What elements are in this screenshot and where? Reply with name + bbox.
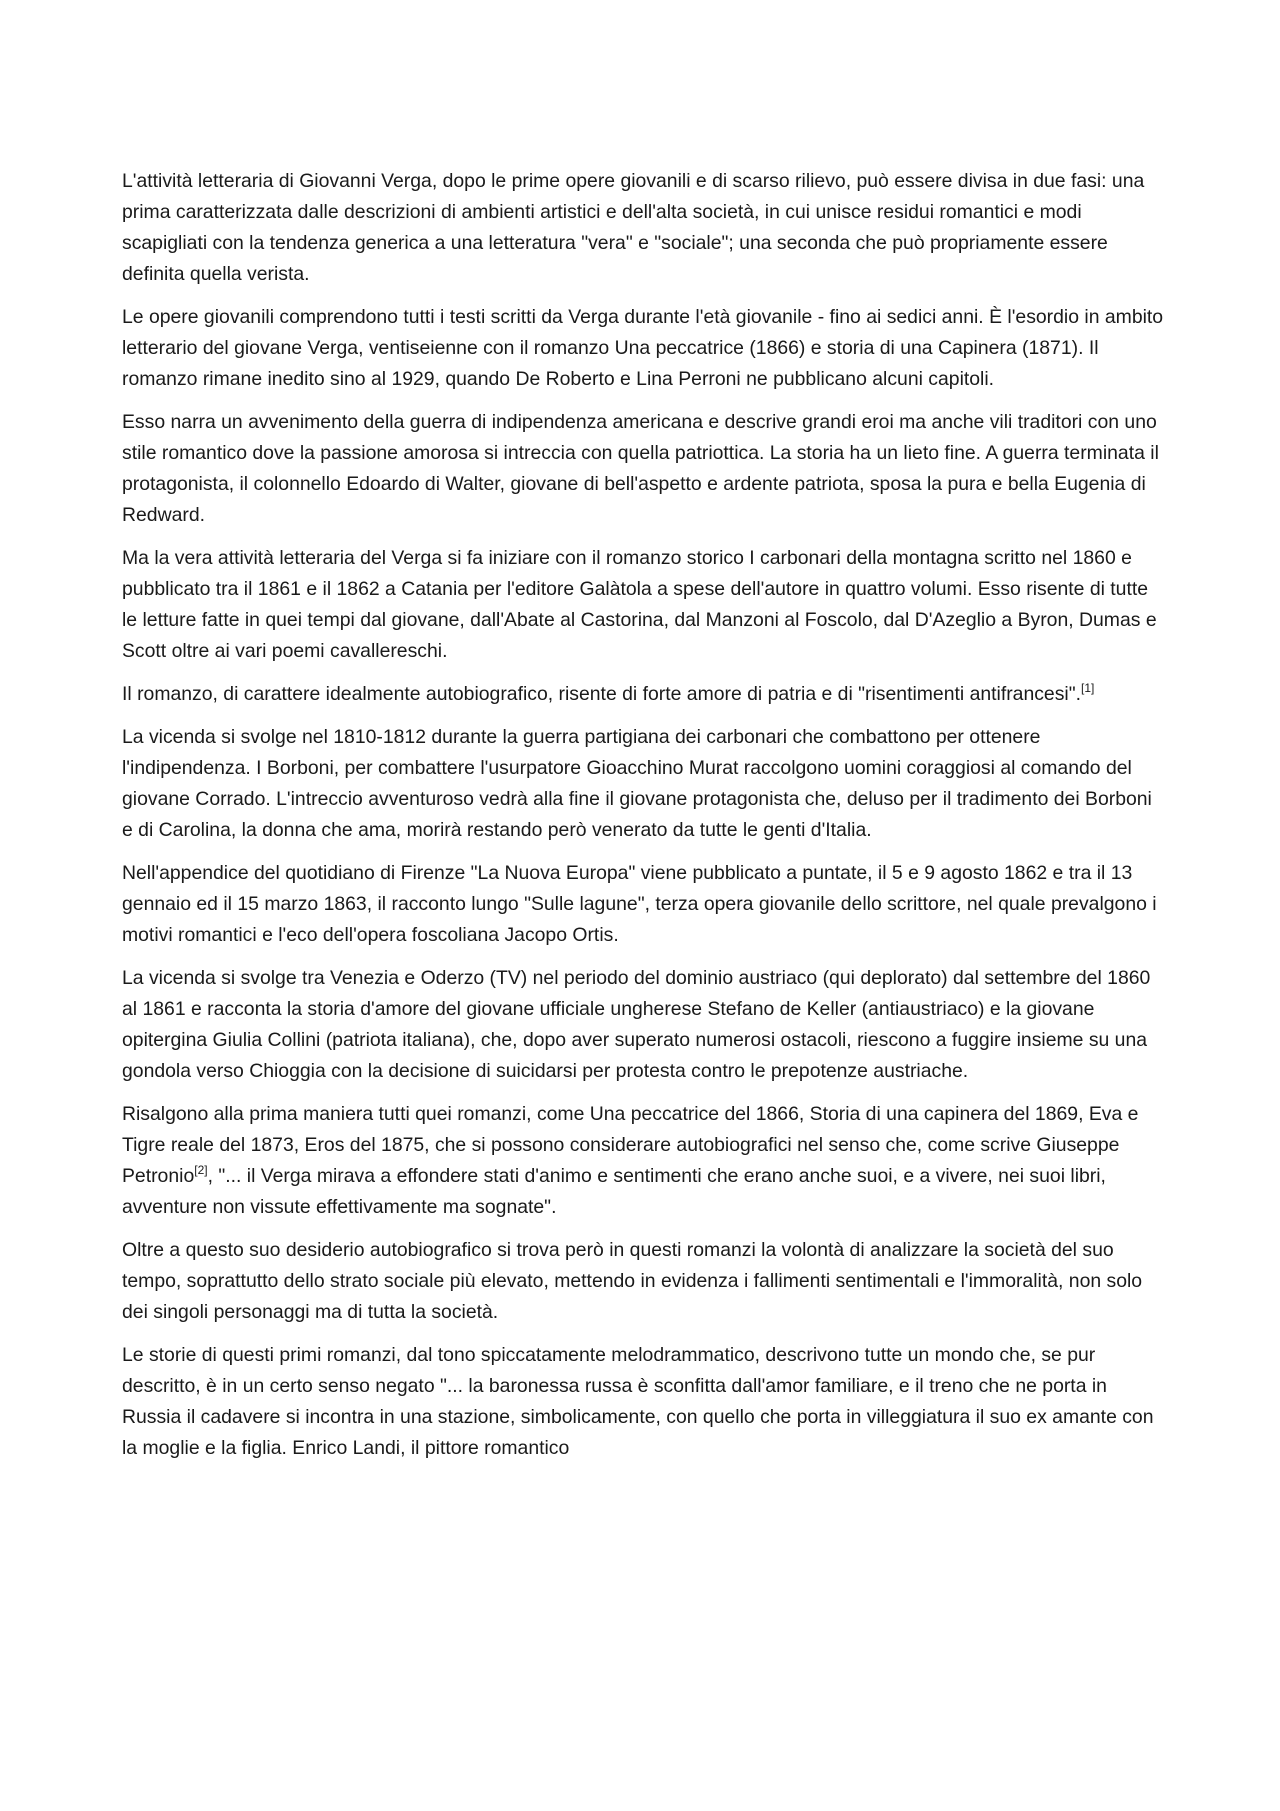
- paragraph-9: [122, 1099, 1166, 1223]
- paragraph-3: Esso narra un avvenimento della guerra di indipendenza americana e descrive grandi eroi ma anche vili traditori con uno stile romantico dove la passione amorosa si intreccia con quella patriottica. La storia ha un lieto fine. A guerra terminata il protagonista, il colonnello Edoardo di Walter, giovane di bell'aspetto e ardente patriota, sposa la pura e bella Eugenia di Redward.: [122, 411, 1159, 526]
- paragraph-5-text: Il romanzo, di carattere idealmente autobiografico, risente di forte amore di patria e di "risentimenti antifrancesi".: [122, 683, 1081, 705]
- paragraph-10: Oltre a questo suo desiderio autobiografico si trova però in questi romanzi la volontà di analizzare la società del suo tempo, soprattutto dello strato sociale più elevato, mettendo in evidenza i fallimenti sentimentali e l'immoralità, non solo dei singoli personaggi ma di tutta la società.: [122, 1239, 1143, 1323]
- paragraph-1: L'attività letteraria di Giovanni Verga, dopo le prime opere giovanili e di scarso rilievo, può essere divisa in due fasi: una prima caratterizzata dalle descrizioni di ambienti artistici e dell'alta società, in cui unisce residui romantici e modi scapigliati con la tendenza generica a una letteratura "vera" e "sociale"; una seconda che può propriamente essere definita quella verista.: [122, 170, 1145, 285]
- paragraph-7: Nell'appendice del quotidiano di Firenze "La Nuova Europa" viene pubblicato a puntate, il 5 e 9 agosto 1862 e tra il 13 gennaio ed il 15 marzo 1863, il racconto lungo "Sulle lagune", terza opera giovanile dello scrittore, nel quale prevalgono i motivi romantici e l'eco dell'opera foscoliana Jacopo Ortis.: [122, 862, 1157, 946]
- paragraph-9-text-after: , "... il Verga mirava a effondere stati d'animo e sentimenti che erano anche suoi, e a vivere, nei suoi libri, avventure non vissute effettivamente ma sognate".: [122, 1165, 1106, 1218]
- paragraph-9-text-before: Risalgono alla prima maniera tutti quei romanzi, come Una peccatrice del 1866, Storia di una capinera del 1869, Eva e Tigre reale del 1873, Eros del 1875, che si possono considerare autobiografici nel senso che, come scrive Giuseppe Petronio: [122, 1103, 1139, 1187]
- paragraph-8: La vicenda si svolge tra Venezia e Oderzo (TV) nel periodo del dominio austriaco (qui deplorato) dal settembre del 1860 al 1861 e racconta la storia d'amore del giovane ufficiale ungherese Stefano de Keller (antiaustriaco) e la giovane opitergina Giulia Collini (patriota italiana), che, dopo aver superato numerosi ostacoli, riescono a fuggire insieme su una gondola verso Chioggia con la decisione di suicidarsi per protesta contro le prepotenze austriache.: [122, 967, 1151, 1082]
- paragraph-4: Ma la vera attività letteraria del Verga si fa iniziare con il romanzo storico I carbonari della montagna scritto nel 1860 e pubblicato tra il 1861 e il 1862 a Catania per l'editore Galàtola a spese dell'autore in quattro volumi. Esso risente di tutte le letture fatte in quei tempi dal giovane, dall'Abate al Castorina, dal Manzoni al Foscolo, dal D'Azeglio a Byron, Dumas e Scott oltre ai vari poemi cavallereschi.: [122, 547, 1157, 662]
- paragraph-2: Le opere giovanili comprendono tutti i testi scritti da Verga durante l'età giovanile - fino ai sedici anni. È l'esordio in ambito letterario del giovane Verga, ventiseienne con il romanzo Una peccatrice (1866) e storia di una Capinera (1871). Il romanzo rimane inedito sino al 1929, quando De Roberto e Lina Perroni ne pubblicano alcuni capitoli.: [122, 306, 1164, 390]
- footnote-ref-2[interactable]: [2]: [194, 1163, 208, 1177]
- paragraph-11: Le storie di questi primi romanzi, dal tono spiccatamente melodrammatico, descrivono tutte un mondo che, se pur descritto, è in un certo senso negato "... la baronessa russa è sconfitta dall'amor familiare, e il treno che ne porta in Russia il cadavere si incontra in una stazione, simbolicamente, con quello che porta in villeggiatura il suo ex amante con la moglie e la figlia. Enrico Landi, il pittore romantico: [122, 1344, 1154, 1459]
- footnote-ref-1[interactable]: [1]: [1081, 681, 1095, 695]
- document-body: [122, 166, 1166, 1476]
- paragraph-6: La vicenda si svolge nel 1810-1812 durante la guerra partigiana dei carbonari che combattono per ottenere l'indipendenza. I Borboni, per combattere l'usurpatore Gioacchino Murat raccolgono uomini coraggiosi al comando del giovane Corrado. L'intreccio avventuroso vedrà alla fine il giovane protagonista che, deluso per il tradimento dei Borboni e di Carolina, la donna che ama, morirà restando però venerato da tutte le genti d'Italia.: [122, 726, 1152, 841]
- paragraph-5: [122, 679, 1166, 710]
